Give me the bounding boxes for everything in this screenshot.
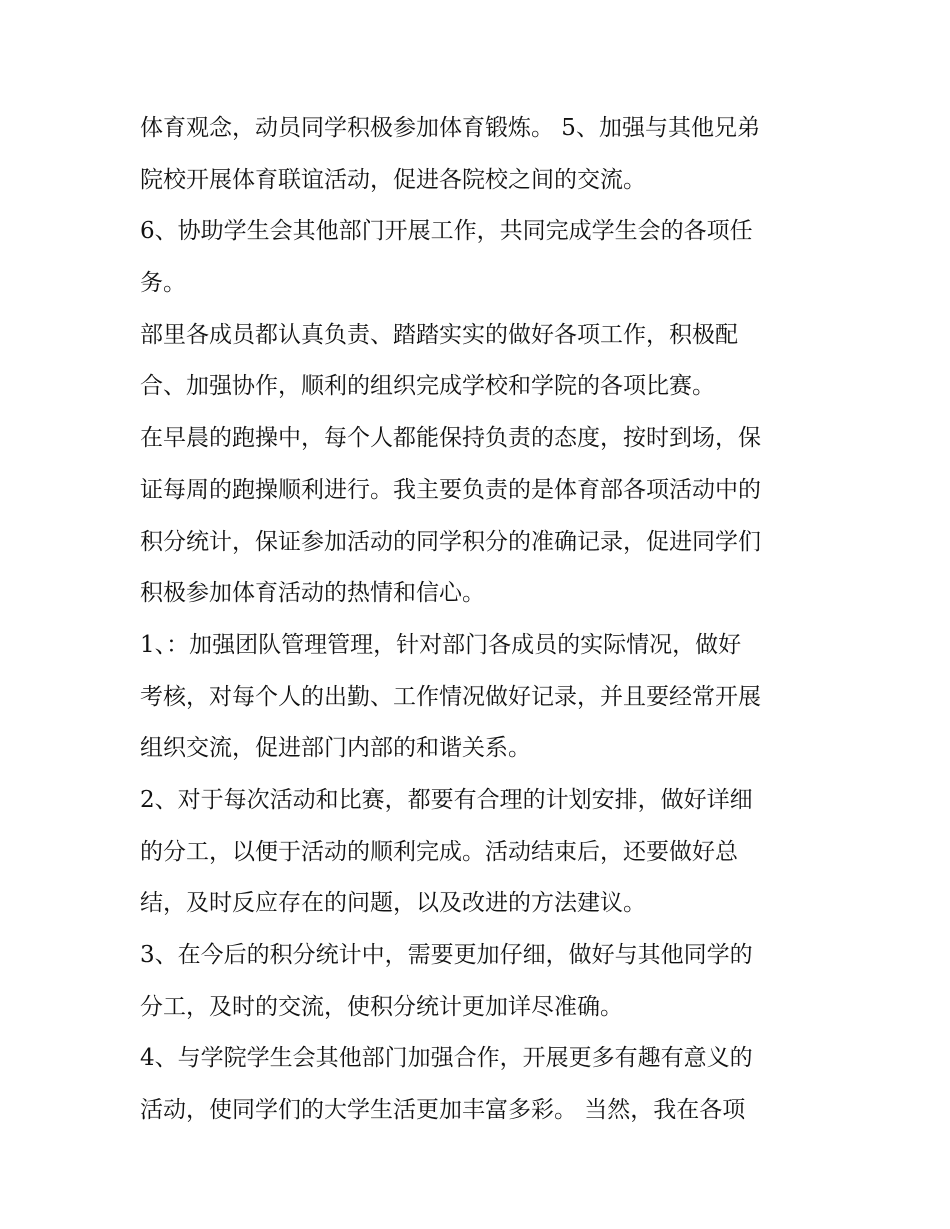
text-line: 分工，及时的交流，使积分统计更加详尽准确。 [140,993,623,1020]
text-line: 在早晨的跑操中，每个人都能保持负责的态度，按时到场，保 [140,425,761,452]
text-line: 2、对于每次活动和比赛，都要有合理的计划安排，做好详细 [140,786,753,813]
text-line: 证每周的跑操顺利进行。我主要负责的是体育部各项活动中的 [140,476,761,503]
text-line: 活动，使同学们的大学生活更加丰富多彩。 当然，我在各项 [140,1097,746,1124]
body-text [140,103,820,1137]
text-line: 务。 [140,270,186,297]
text-line: 结，及时反应存在的问题，以及改进的方法建议。 [140,890,646,917]
text-line: 考核，对每个人的出勤、工作情况做好记录，并且要经常开展 [140,683,761,710]
text-line: 积极参加体育活动的热情和信心。 [140,580,485,607]
text-line: 积分统计，保证参加活动的同学积分的准确记录，促进同学们 [140,528,761,555]
text-line: 4、与学院学生会其他部门加强合作，开展更多有趣有意义的 [140,1045,753,1072]
text-line: 3、在今后的积分统计中，需要更加仔细，做好与其他同学的 [140,942,753,968]
text-line: 合、加强协作，顺利的组织完成学校和学院的各项比赛。 [140,373,715,400]
text-line: 1、：加强团队管理管理，针对部门各成员的实际情况，做好 [140,631,742,658]
text-line: 6、协助学生会其他部门开展工作，共同完成学生会的各项任 [140,218,753,245]
text-line: 体育观念，动员同学积极参加体育锻炼。 5、加强与其他兄弟 [140,115,760,141]
text-line: 部里各成员都认真负责、踏踏实实的做好各项工作，积极配 [140,321,738,348]
text-line: 院校开展体育联谊活动，促进各院校之间的交流。 [140,166,646,193]
text-line: 的分工，以便于活动的顺利完成。活动结束后，还要做好总 [140,838,738,865]
text-line: 组织交流，促进部门内部的和谐关系。 [140,735,531,762]
